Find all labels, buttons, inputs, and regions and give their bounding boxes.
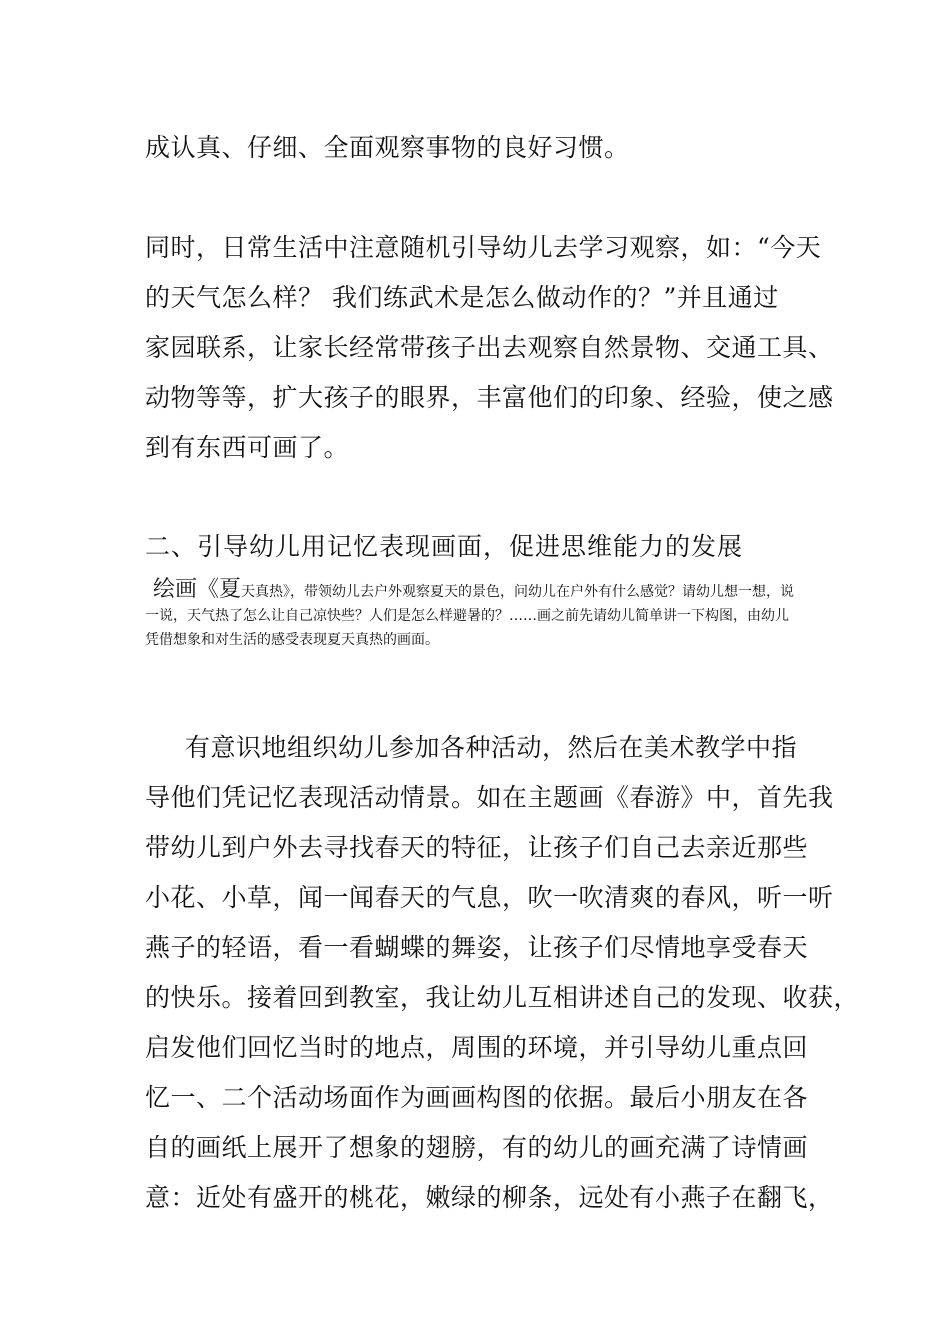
text-line: 小花、小草，闻一闻春天的气息，吹一吹清爽的春风，听一听 — [145, 883, 834, 912]
small-text-rest: 天真热》，带领幼儿去户外观察夏天的景色，问幼儿在户外有什么感觉？请幼儿想一想，说 — [241, 584, 795, 600]
text-line: 燕子的轻语，看一看蝴蝶的舞姿，让孩子们尽情地享受春天 — [145, 933, 809, 962]
section-heading: 二、引导幼儿用记忆表现画面，促进思维能力的发展 — [145, 532, 744, 561]
text-line: 成认真、仔细、全面观察事物的良好习惯。 — [145, 133, 630, 162]
text-line: 导他们凭记忆表现活动情景。如在主题画《春游》中，首先我 — [145, 783, 834, 812]
text-line: 带幼儿到户外去寻找春天的特征，让孩子们自己去亲近那些 — [145, 833, 809, 862]
small-text-line: 一说，天气热了怎么让自己凉快些？人们是怎么样避暑的？……画之前先请幼儿简单讲一下构图，由幼儿 — [145, 608, 789, 624]
text-line: 家园联系，让家长经常带孩子出去观察自然景物、交通工具、 — [145, 333, 834, 362]
small-text-line — [145, 578, 835, 604]
text-line: 动物等等，扩大孩子的眼界，丰富他们的印象、经验，使之感 — [145, 383, 834, 412]
lead-text: 绘画《夏 — [153, 577, 242, 602]
text-line: 自的画纸上展开了想象的翅膀，有的幼儿的画充满了诗情画 — [145, 1133, 809, 1162]
text-line: 忆一、二个活动场面作为画画构图的依据。最后小朋友在各 — [145, 1083, 809, 1112]
text-line: 的快乐。接着回到教室，我让幼儿互相讲述自己的发现、收获， — [145, 983, 860, 1012]
paragraph-daily-observation — [145, 223, 834, 473]
paragraph-spring-outing — [145, 723, 860, 1223]
text-line: 启发他们回忆当时的地点，周围的环境，并引导幼儿重点回 — [145, 1033, 809, 1062]
text-line: 到有东西可画了。 — [145, 433, 350, 462]
text-line: 意：近处有盛开的桃花，嫩绿的柳条，远处有小燕子在翻飞， — [145, 1183, 834, 1212]
text-line: 有意识地组织幼儿参加各种活动，然后在美术教学中指 — [185, 733, 798, 762]
small-text-line: 凭借想象和对生活的感受表现夏天真热的画面。 — [145, 632, 439, 648]
paragraph-summer-drawing — [145, 578, 835, 652]
text-line: 同时，日常生活中注意随机引导幼儿去学习观察，如：“今天 — [145, 233, 822, 262]
text-line: 的天气怎么样？ 我们练武术是怎么做动作的？”并且通过 — [145, 283, 779, 312]
paragraph-observation-habit — [145, 123, 815, 173]
